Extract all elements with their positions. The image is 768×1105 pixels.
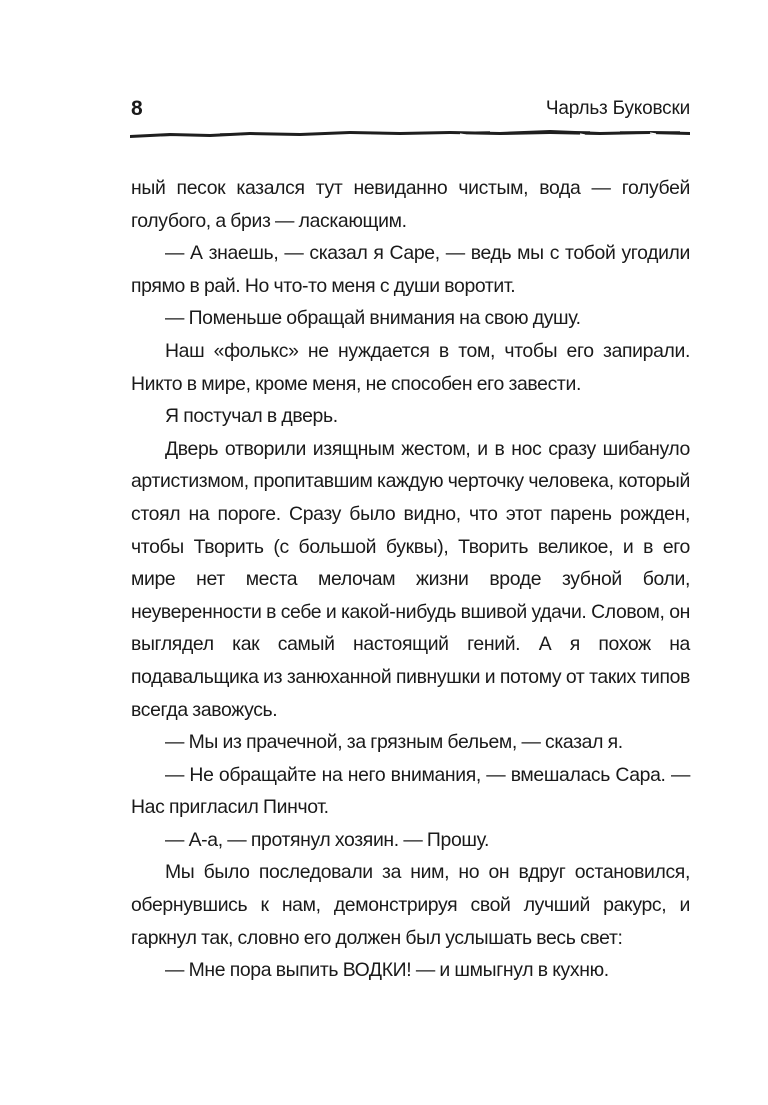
paragraph: Я постучал в дверь. — [165, 405, 338, 428]
paragraph: — А знаешь, — сказал я Саре, — ведь мы с тобой угодили прямо в рай. Но что-то меня с души воротит. — [131, 242, 690, 297]
paragraph: — А-а, — протянул хозяин. — Прошу. — [165, 828, 490, 851]
paragraph: — Не обращайте на него внимания, — вмешалась Сара. — Нас пригласил Пинчот. — [131, 763, 690, 819]
body-text — [131, 172, 690, 987]
page-number: 8 — [131, 97, 143, 120]
paragraph: ный песок казался тут невиданно чистым, вода — голубей голубого, а бриз — ласкающим. — [131, 177, 690, 232]
running-head-author: Чарльз Буковски — [545, 98, 690, 119]
paragraph: — Поменьше обращай внимания на свою душу. — [165, 307, 581, 330]
header-rule-decorative — [130, 126, 690, 140]
paragraph: — Мы из прачечной, за грязным бельем, — сказал я. — [165, 731, 623, 754]
paragraph: — Мне пора выпить ВОДКИ! — и шмыгнул в кухню. — [165, 959, 609, 982]
paragraph: Мы было последовали за ним, но он вдруг остановился, обернувшись к нам, демонстрируя свой лучший ракурс, и гаркнул так, словно его должен был услышать весь свет: — [131, 861, 690, 949]
paragraph: Наш «фолькс» не нуждается в том, чтобы его запирали. Никто в мире, кроме меня, не способен его завести. — [131, 339, 690, 395]
paragraph: Дверь отворили изящным жестом, и в нос сразу шибануло артистизмом, пропитавшим каждую черточку человека, который стоял на пороге. Сразу было видно, что этот парень рожден, чтобы Творить (с большой буквы), Творить великое, и в его мире нет места мелочам жизни вроде зубной боли, неуверенности в себе и какой-нибудь вшивой удачи. Словом, он выглядел как самый настоящий гений. А я похож на подавальщика из занюханной пивнушки и потому от таких типов всегда завожусь. — [131, 437, 690, 721]
